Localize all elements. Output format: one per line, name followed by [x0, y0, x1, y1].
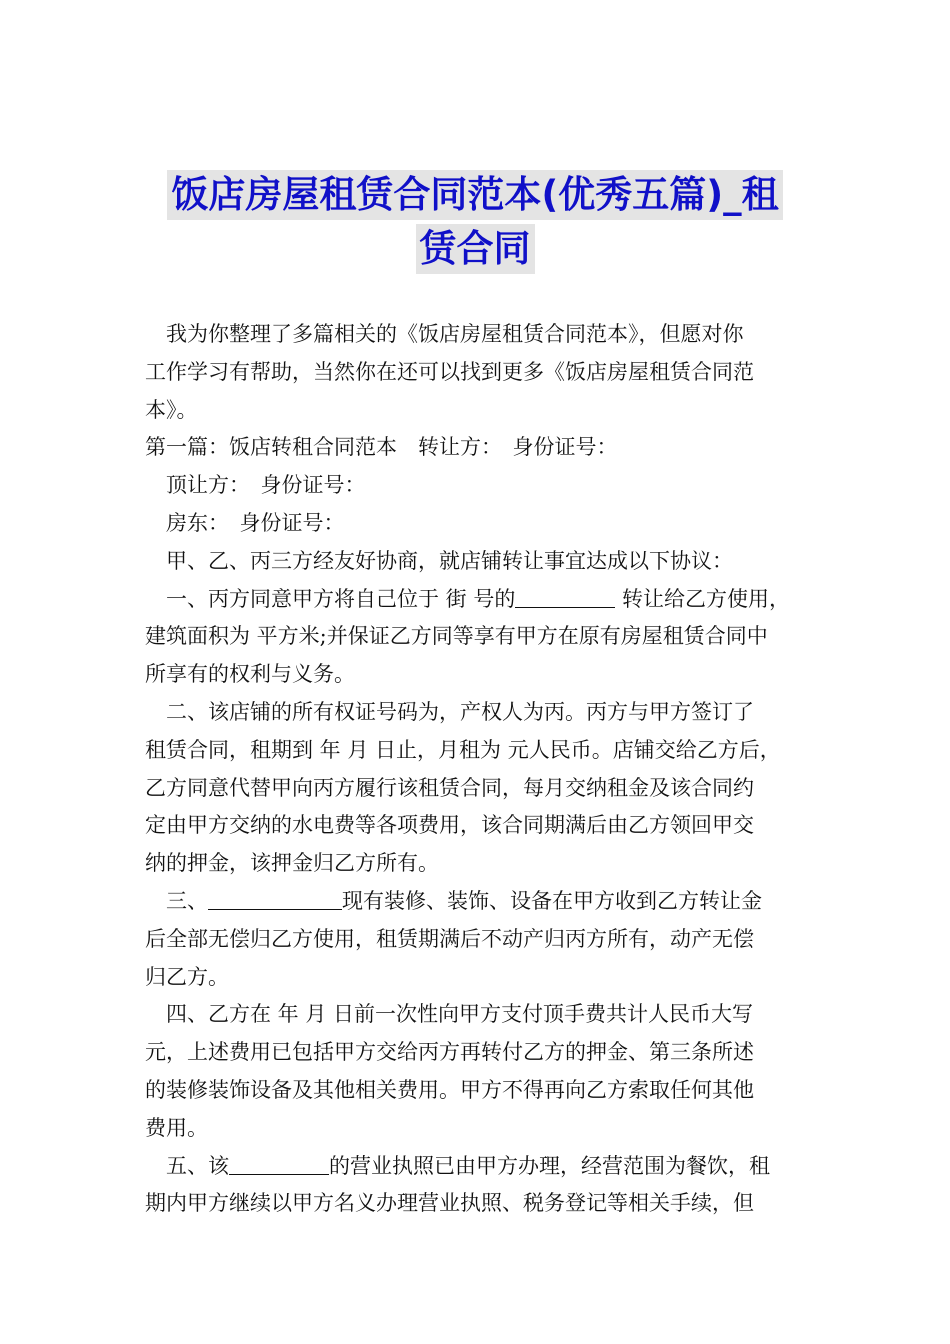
blank-underline: [229, 1152, 329, 1175]
clause3-line-1: [145, 883, 805, 921]
clause4-line-2: 元，上述费用已包括甲方交给丙方再转付乙方的押金、第三条所述: [145, 1040, 754, 1065]
clause5-text-b: 的营业执照已由甲方办理，经营范围为餐饮，租: [329, 1153, 770, 1178]
section1-heading: 第一篇：饭店转租合同范本 转让方： 身份证号：: [145, 435, 618, 460]
clause4-line-4: 费用。: [145, 1115, 208, 1140]
document-title: [0, 170, 950, 278]
clause2-line-1: 二、该店铺的所有权证号码为，产权人为丙。丙方与甲方签订了: [166, 699, 754, 724]
clause1-line-2: 建筑面积为 平方米;并保证乙方同等享有甲方在原有房屋租赁合同中: [145, 624, 768, 649]
clause3-line-2: 后全部无偿归乙方使用，租赁期满后不动产归丙方所有，动产无偿: [145, 926, 754, 951]
clause1-text-b: 转让给乙方使用，: [615, 586, 791, 611]
landlord-line: 房东： 身份证号：: [166, 510, 345, 535]
assignee-line: 顶让方： 身份证号：: [166, 473, 366, 498]
clause1-line-3: 所享有的权利与义务。: [145, 662, 355, 687]
clause5-line-1: [145, 1148, 805, 1186]
document-body: [145, 316, 805, 1223]
clause2-line-2: 租赁合同，租期到 年 月 日止，月租为 元人民币。店铺交给乙方后，: [145, 737, 781, 762]
intro-line-1: 我为你整理了多篇相关的《饭店房屋租赁合同范本》，但愿对你: [166, 322, 744, 346]
preamble-line: 甲、乙、丙三方经友好协商，就店铺转让事宜达成以下协议：: [166, 548, 733, 573]
blank-underline: [515, 585, 615, 608]
clause5-line-2: 期内甲方继续以甲方名义办理营业执照、税务登记等相关手续，但: [145, 1191, 754, 1216]
intro-line-2: 工作学习有帮助，当然你在还可以找到更多《饭店房屋租赁合同范: [145, 359, 754, 384]
clause2-line-3: 乙方同意代替甲向丙方履行该租赁合同，每月交纳租金及该合同约: [145, 775, 754, 800]
intro-line-3: 本》。: [145, 397, 198, 422]
clause2-line-5: 纳的押金，该押金归乙方所有。: [145, 851, 439, 876]
clause4-line-1: 四、乙方在 年 月 日前一次性向甲方支付顶手费共计人民币大写: [166, 1002, 754, 1027]
clause4-line-3: 的装修装饰设备及其他相关费用。甲方不得再向乙方索取任何其他: [145, 1077, 754, 1102]
clause5-text-a: 五、该: [166, 1153, 229, 1178]
clause1-line-1: [145, 581, 805, 619]
clause1-text-a: 一、丙方同意甲方将自己位于 街 号的: [166, 586, 516, 611]
title-line-1: 饭店房屋租赁合同范本(优秀五篇)_租: [167, 170, 782, 220]
clause3-line-3: 归乙方。: [145, 964, 229, 989]
clause3-text-b: 现有装修、装饰、设备在甲方收到乙方转让金: [342, 888, 762, 913]
blank-underline: [208, 887, 342, 910]
title-line-2: 赁合同: [416, 224, 535, 274]
clause3-text-a: 三、: [166, 888, 208, 913]
clause2-line-4: 定由甲方交纳的水电费等各项费用，该合同期满后由乙方领回甲交: [145, 813, 754, 838]
